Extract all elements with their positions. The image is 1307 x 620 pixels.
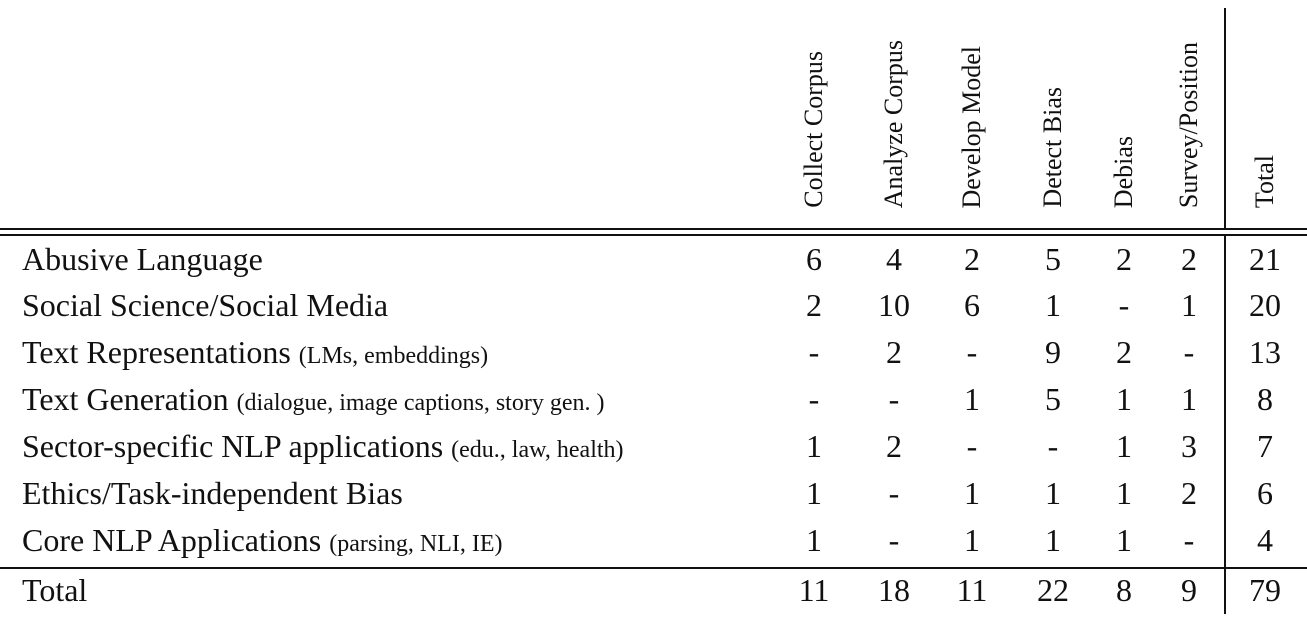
table-cell: 1	[1116, 522, 1132, 558]
table-row	[0, 282, 1307, 328]
table-cell: 1	[806, 522, 822, 558]
table-cell-total: 79	[1249, 572, 1281, 608]
column-header: Total	[1250, 154, 1279, 208]
table-cell: -	[888, 475, 900, 511]
table-cell: 10	[878, 287, 910, 323]
column-header: Survey/Position	[1174, 41, 1203, 208]
table-cell: 11	[798, 572, 830, 608]
column-header: Detect Bias	[1038, 87, 1067, 208]
row-label: Text Representations (LMs, embeddings)	[22, 334, 489, 370]
row-label: Sector-specific NLP applications (edu., law, health)	[22, 428, 624, 464]
table-cell: 6	[806, 241, 822, 277]
table-row	[0, 517, 1307, 563]
table-cell: 1	[964, 522, 980, 558]
column-header: Develop Model	[957, 45, 986, 208]
table-cell: 11	[956, 572, 988, 608]
column-header: Collect Corpus	[799, 51, 828, 208]
table-cell: 1	[1181, 287, 1197, 323]
table-row	[0, 376, 1307, 422]
table-cell: -	[966, 428, 978, 464]
table-cell: 1	[1116, 428, 1132, 464]
table-cell-total: 4	[1257, 522, 1273, 558]
table-cell: -	[888, 381, 900, 417]
table-cell: 2	[1116, 241, 1132, 277]
table-cell: 1	[806, 428, 822, 464]
table-cell: 1	[964, 381, 980, 417]
table-cell: 1	[1181, 381, 1197, 417]
header-double-rule-top	[0, 228, 1307, 230]
table-cell: 5	[1045, 381, 1061, 417]
table-cell: 1	[964, 475, 980, 511]
table-cell: 1	[1045, 522, 1061, 558]
table-cell: 9	[1181, 572, 1197, 608]
table-row-total	[0, 567, 1307, 613]
table-cell: 2	[964, 241, 980, 277]
table-cell: 1	[806, 475, 822, 511]
table-cell: 3	[1181, 428, 1197, 464]
table-cell: -	[966, 334, 978, 370]
table-cell: -	[1183, 522, 1195, 558]
table-cell-total: 20	[1249, 287, 1281, 323]
table-cell: -	[808, 334, 820, 370]
table-cell: -	[1183, 334, 1195, 370]
table-cell-total: 8	[1257, 381, 1273, 417]
table-cell-total: 6	[1257, 475, 1273, 511]
table-row	[0, 329, 1307, 375]
column-header: Debias	[1109, 135, 1138, 208]
row-label: Ethics/Task-independent Bias	[22, 475, 403, 511]
table-cell: 4	[886, 241, 902, 277]
total-column-divider	[1224, 8, 1226, 229]
table-cell: 18	[878, 572, 910, 608]
row-label: Text Generation (dialogue, image captions, story gen. )	[22, 381, 605, 417]
table-cell: 2	[886, 334, 902, 370]
table-cell: 5	[1045, 241, 1061, 277]
table-cell: 2	[1181, 475, 1197, 511]
table-cell-total: 13	[1249, 334, 1281, 370]
table-cell: -	[1118, 287, 1130, 323]
table-cell: 1	[1116, 381, 1132, 417]
table-cell: 8	[1116, 572, 1132, 608]
table-cell: 2	[1181, 241, 1197, 277]
row-label: Social Science/Social Media	[22, 287, 389, 323]
table-row	[0, 470, 1307, 516]
table-cell: 1	[1045, 287, 1061, 323]
table-cell: 1	[1116, 475, 1132, 511]
table-cell: 2	[886, 428, 902, 464]
table-cell: 22	[1037, 572, 1069, 608]
table-cell: 1	[1045, 475, 1061, 511]
table-row	[0, 236, 1307, 282]
row-label: Total	[22, 572, 88, 608]
row-label: Core NLP Applications (parsing, NLI, IE)	[22, 522, 503, 558]
table-cell: 6	[964, 287, 980, 323]
table-cell: -	[1047, 428, 1059, 464]
table-row	[0, 423, 1307, 469]
table-cell-total: 21	[1249, 241, 1281, 277]
column-header: Analyze Corpus	[879, 39, 908, 208]
table-cell-total: 7	[1257, 428, 1273, 464]
table-cell: 2	[1116, 334, 1132, 370]
table-cell: -	[888, 522, 900, 558]
table-cell: 2	[806, 287, 822, 323]
row-label: Abusive Language	[22, 241, 263, 277]
table-cell: 9	[1045, 334, 1061, 370]
table-cell: -	[808, 381, 820, 417]
